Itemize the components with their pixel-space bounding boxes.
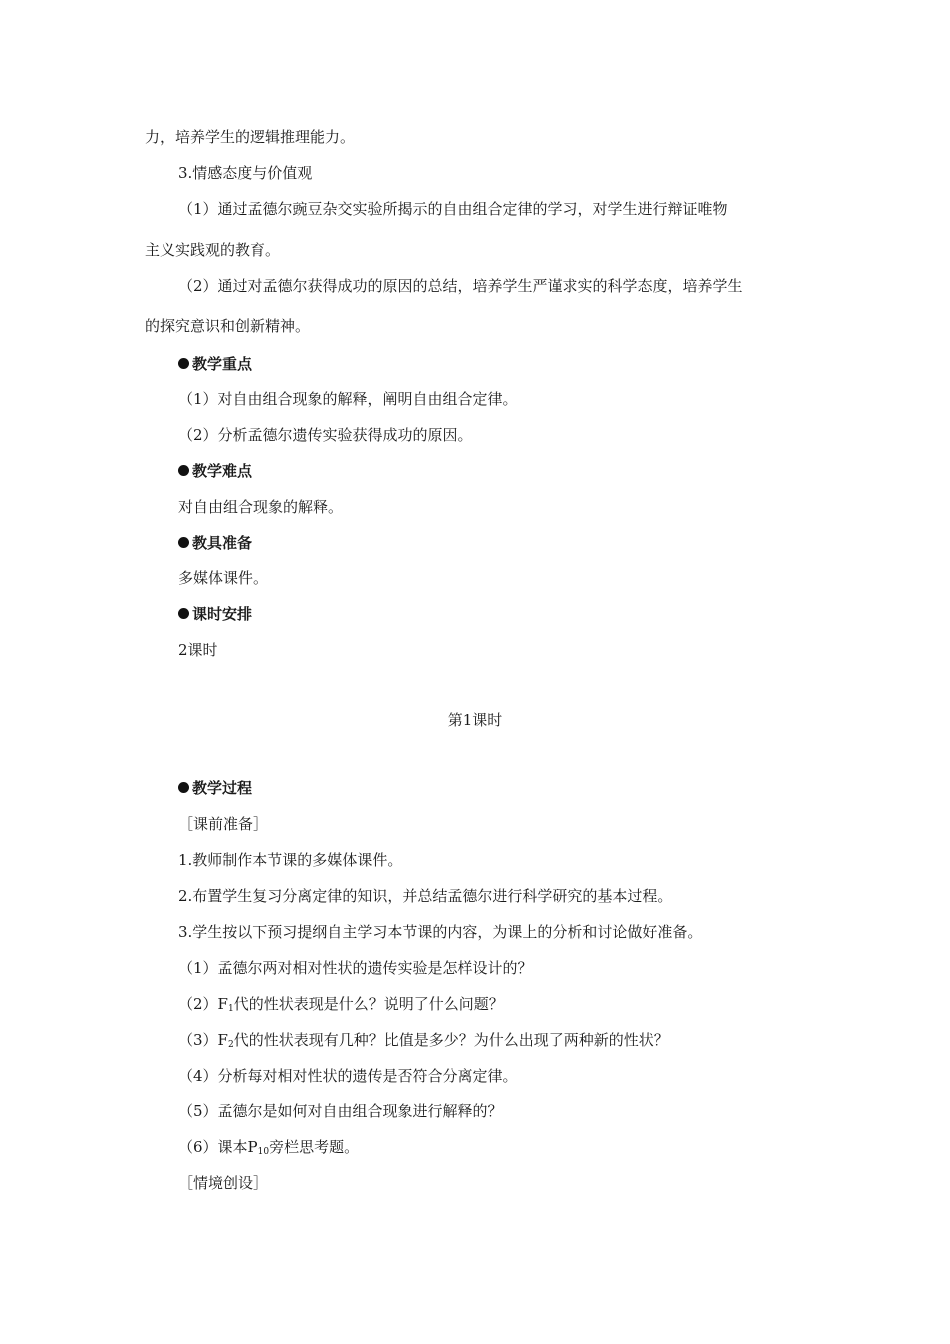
scenario-heading: ［情境创设］ (178, 1174, 269, 1192)
key-point-item-1: （1）对自由组合现象的解释，阐明自由组合定律。 (178, 390, 518, 408)
difficulties-heading (178, 461, 252, 481)
key-points-heading (178, 354, 252, 374)
objective-text-line: 力，培养学生的逻辑推理能力。 (145, 128, 356, 146)
difficulties-heading-text: 教学难点 (192, 462, 253, 480)
schedule-text: 2课时 (178, 641, 218, 659)
emotion-item-1-line-2: 主义实践观的教育。 (145, 241, 281, 259)
materials-heading (178, 533, 252, 553)
schedule-heading-text: 课时安排 (192, 605, 253, 623)
question-3-text: 代的性状表现有几种？比值是多少？为什么出现了两种新的性状？ (233, 1031, 669, 1049)
bullet-icon (178, 608, 189, 619)
emotion-item-2-line-2: 的探究意识和创新精神。 (145, 317, 311, 335)
lesson-title: 第1课时 (447, 711, 503, 729)
preview-question-4: （4）分析每对相对性状的遗传是否符合分离定律。 (178, 1067, 518, 1085)
question-3-prefix: （3）F (178, 1031, 228, 1049)
emotion-item-1-line-1: （1）通过孟德尔豌豆杂交实验所揭示的自由组合定律的学习，对学生进行辩证唯物 (178, 200, 728, 218)
materials-text: 多媒体课件。 (178, 569, 269, 587)
preview-question-2 (178, 994, 504, 1019)
bullet-icon (178, 537, 189, 548)
preview-question-1: （1）孟德尔两对相对性状的遗传实验是怎样设计的？ (178, 959, 533, 977)
prep-heading: ［课前准备］ (178, 815, 269, 833)
question-2-prefix: （2）F (178, 995, 228, 1013)
difficulties-text: 对自由组合现象的解释。 (178, 498, 344, 516)
prep-item-3: 3.学生按以下预习提纲自主学习本节课的内容，为课上的分析和讨论做好准备。 (178, 923, 703, 941)
process-heading (178, 778, 252, 798)
preview-question-5: （5）孟德尔是如何对自由组合现象进行解释的？ (178, 1102, 503, 1120)
materials-heading-text: 教具准备 (192, 534, 253, 552)
prep-item-2: 2.布置学生复习分离定律的知识，并总结孟德尔进行科学研究的基本过程。 (178, 887, 673, 905)
question-6-text: 旁栏思考题。 (269, 1138, 360, 1156)
question-3-subscript: 2 (227, 1040, 234, 1050)
question-6-subscript: 10 (257, 1147, 270, 1157)
key-point-item-2: （2）分析孟德尔遗传实验获得成功的原因。 (178, 426, 473, 444)
prep-item-1: 1.教师制作本节课的多媒体课件。 (178, 851, 403, 869)
preview-question-3 (178, 1030, 669, 1055)
process-heading-text: 教学过程 (192, 779, 253, 797)
schedule-heading (178, 604, 252, 624)
emotion-attitude-heading: 3.情感态度与价值观 (178, 164, 313, 182)
key-points-heading-text: 教学重点 (192, 355, 253, 373)
question-2-text: 代的性状表现是什么？说明了什么问题？ (233, 995, 504, 1013)
preview-question-6 (178, 1137, 359, 1162)
bullet-icon (178, 465, 189, 476)
bullet-icon (178, 358, 189, 369)
question-6-prefix: （6）课本P (178, 1138, 258, 1156)
question-2-subscript: 1 (227, 1004, 234, 1014)
bullet-icon (178, 782, 189, 793)
emotion-item-2-line-1: （2）通过对孟德尔获得成功的原因的总结，培养学生严谨求实的科学态度，培养学生 (178, 277, 743, 295)
